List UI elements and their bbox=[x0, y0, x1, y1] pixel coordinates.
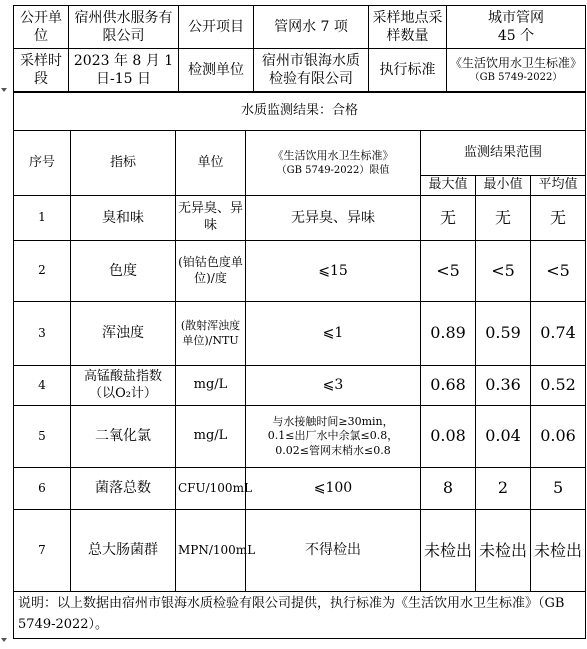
period-value: 2023 年 8 月 1日-15 日 bbox=[69, 49, 179, 92]
cell-indicator: 菌落总数 bbox=[71, 468, 176, 510]
col-header-indicator: 指标 bbox=[71, 131, 176, 196]
cell-seq: 6 bbox=[14, 468, 71, 510]
footnote: 说明：以上数据由宿州市银海水质检验有限公司提供，执行标准为《生活饮用水卫生标准》（GB 5749-2022）。 bbox=[14, 592, 586, 639]
cell-indicator: 臭和味 bbox=[71, 196, 176, 241]
cell-unit: 无异臭、异味 bbox=[176, 196, 246, 241]
cell-avg: 0.74 bbox=[531, 302, 586, 366]
sites-value bbox=[447, 6, 586, 49]
col-header-unit: 单位 bbox=[176, 131, 246, 196]
cell-seq: 5 bbox=[14, 406, 71, 468]
standard-value-line2: （GB 5749-2022） bbox=[469, 72, 563, 84]
col-header-limit-line2: （GB 5749-2022）限值 bbox=[276, 164, 390, 176]
cell-seq: 4 bbox=[14, 366, 71, 406]
results-table bbox=[13, 92, 586, 639]
table-row bbox=[14, 510, 586, 592]
col-header-range: 监测结果范围 bbox=[421, 131, 586, 176]
table-row bbox=[14, 241, 586, 302]
cell-limit-line2: 0.1≤出厂水中余氯≤0.8， bbox=[267, 429, 399, 443]
cell-max: 0.89 bbox=[421, 302, 476, 366]
standard-value-line1: 《生活饮用水卫生标准》 bbox=[449, 55, 582, 70]
cell-max: 无 bbox=[421, 196, 476, 241]
cell-unit: mg/L bbox=[176, 366, 246, 406]
sites-value-line2: 45 个 bbox=[497, 28, 535, 44]
col-header-limit bbox=[246, 131, 421, 196]
info-table bbox=[13, 5, 586, 92]
table-row bbox=[14, 196, 586, 241]
cell-avg: 未检出 bbox=[531, 510, 586, 592]
table-row bbox=[14, 406, 586, 468]
table-row bbox=[14, 302, 586, 366]
cell-limit: ⩽3 bbox=[246, 366, 421, 406]
cell-seq: 7 bbox=[14, 510, 71, 592]
cell-max: <5 bbox=[421, 241, 476, 302]
result-banner: 水质监测结果：合格 bbox=[14, 93, 586, 131]
cell-indicator: 二氧化氯 bbox=[71, 406, 176, 468]
cell-max: 未检出 bbox=[421, 510, 476, 592]
cell-indicator: 色度 bbox=[71, 241, 176, 302]
cell-min: 2 bbox=[476, 468, 531, 510]
cell-seq: 3 bbox=[14, 302, 71, 366]
cell-seq: 1 bbox=[14, 196, 71, 241]
cell-min: 0.59 bbox=[476, 302, 531, 366]
cell-max: 0.08 bbox=[421, 406, 476, 468]
cell-limit: ⩽1 bbox=[246, 302, 421, 366]
label-sites: 采样地点采样数量 bbox=[369, 6, 447, 49]
cell-min: 0.36 bbox=[476, 366, 531, 406]
table-row bbox=[14, 366, 586, 406]
cell-avg: 0.52 bbox=[531, 366, 586, 406]
col-header-max: 最大值 bbox=[421, 176, 476, 196]
cell-limit bbox=[246, 406, 421, 468]
label-item: 公开项目 bbox=[179, 6, 254, 49]
cell-avg: <5 bbox=[531, 241, 586, 302]
margin-marker bbox=[1, 638, 7, 642]
cell-avg: 5 bbox=[531, 468, 586, 510]
label-period: 采样时段 bbox=[14, 49, 69, 92]
cell-limit: ⩽15 bbox=[246, 241, 421, 302]
cell-max: 0.68 bbox=[421, 366, 476, 406]
col-header-seq: 序号 bbox=[14, 131, 71, 196]
cell-unit: MPN/100mL bbox=[176, 510, 246, 592]
item-value: 管网水 7 项 bbox=[254, 6, 369, 49]
cell-min: <5 bbox=[476, 241, 531, 302]
standard-value bbox=[447, 49, 586, 92]
cell-unit: (散射浑浊度单位)/NTU bbox=[176, 302, 246, 366]
cell-indicator: 总大肠菌群 bbox=[71, 510, 176, 592]
lab-value: 宿州市银海水质检验有限公司 bbox=[254, 49, 369, 92]
cell-indicator: 浑浊度 bbox=[71, 302, 176, 366]
cell-max: 8 bbox=[421, 468, 476, 510]
cell-min: 无 bbox=[476, 196, 531, 241]
label-unit: 公开单位 bbox=[14, 6, 69, 49]
label-lab: 检测单位 bbox=[179, 49, 254, 92]
cell-min: 0.04 bbox=[476, 406, 531, 468]
cell-limit: 无异臭、异味 bbox=[246, 196, 421, 241]
col-header-limit-line1: 《生活饮用水卫生标准》 bbox=[272, 149, 394, 163]
col-header-avg: 平均值 bbox=[531, 176, 586, 196]
sites-value-line1: 城市管网 bbox=[488, 9, 544, 26]
cell-indicator: 高锰酸盐指数（以O₂计） bbox=[71, 366, 176, 406]
cell-unit: (铂钴色度单位)/度 bbox=[176, 241, 246, 302]
cell-limit: 不得检出 bbox=[246, 510, 421, 592]
cell-limit-line1: 与水接触时间≥30min， bbox=[272, 415, 394, 429]
cell-avg: 无 bbox=[531, 196, 586, 241]
table-row bbox=[14, 468, 586, 510]
margin-marker bbox=[1, 88, 7, 92]
cell-avg: 0.06 bbox=[531, 406, 586, 468]
unit-value: 宿州供水服务有限公司 bbox=[69, 6, 179, 49]
label-standard: 执行标准 bbox=[369, 49, 447, 92]
cell-limit: ⩽100 bbox=[246, 468, 421, 510]
col-header-min: 最小值 bbox=[476, 176, 531, 196]
cell-unit: CFU/100mL bbox=[176, 468, 246, 510]
cell-seq: 2 bbox=[14, 241, 71, 302]
cell-unit: mg/L bbox=[176, 406, 246, 468]
cell-min: 未检出 bbox=[476, 510, 531, 592]
cell-limit-line3: 0.02≤管网末梢水≤0.8 bbox=[275, 443, 391, 457]
